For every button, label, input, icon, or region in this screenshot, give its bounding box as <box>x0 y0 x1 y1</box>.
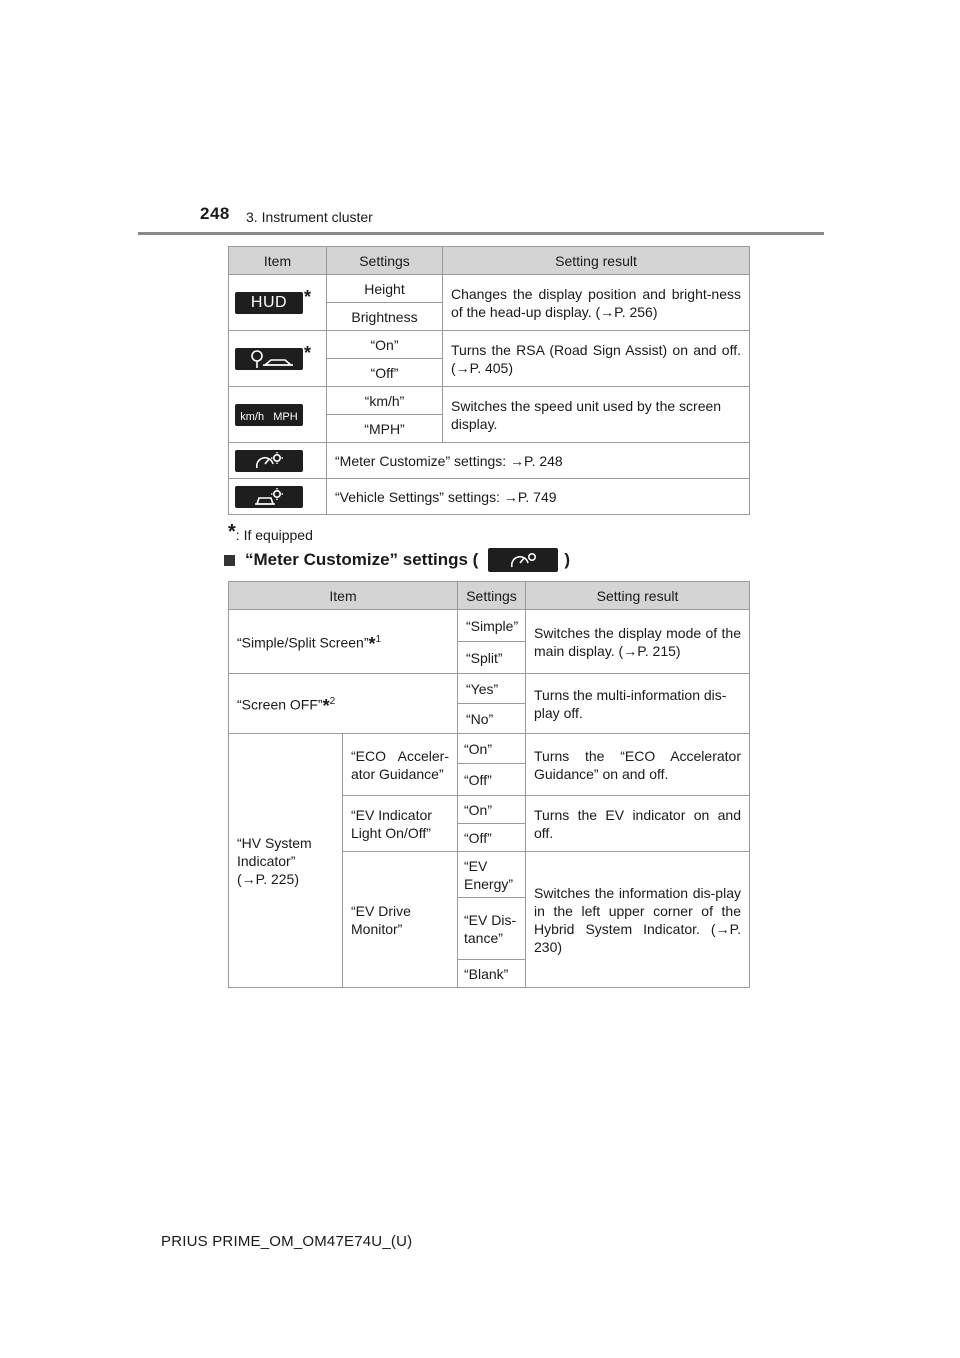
setting-cell: “km/h” <box>327 387 443 415</box>
setting-cell: Height <box>327 275 443 303</box>
document-footer: PRIUS PRIME_OM_OM47E74U_(U) <box>161 1233 413 1250</box>
item-cell: “HV System Indicator” (→P. 225) <box>229 734 343 988</box>
table-header-row <box>229 247 750 275</box>
setting-cell: “Blank” <box>458 960 526 988</box>
item-cell <box>229 443 327 479</box>
setting-cell: “MPH” <box>327 415 443 443</box>
item-cell <box>229 387 327 443</box>
setting-cell: “Off” <box>458 764 526 796</box>
item-cell: “Screen OFF”*$^2$ <box>229 674 458 734</box>
setting-cell: “On” <box>458 796 526 824</box>
setting-cell: “Simple” <box>458 610 526 642</box>
speed-unit-icon: km/h MPH <box>235 404 303 426</box>
hud-icon: HUD <box>235 292 303 314</box>
table-row <box>229 674 750 704</box>
meter-customize-icon <box>488 548 558 572</box>
sub-item-cell: “ECO Acceler-ator Guidance” <box>343 734 458 796</box>
result-cell: Switches the information dis-play in the left upper corner of the Hybrid System Indicator. (→P. 230) <box>526 852 750 988</box>
vehicle-settings-icon <box>235 486 303 508</box>
table-row <box>229 610 750 642</box>
setting-cell: “EV Energy” <box>458 852 526 898</box>
meter-customize-table <box>228 581 750 988</box>
item-cell <box>229 275 327 331</box>
table-row <box>229 275 750 303</box>
road-sign-assist-icon <box>235 348 303 370</box>
table-row <box>229 443 750 479</box>
footnote: *: If equipped <box>228 521 313 543</box>
setting-cell: “Off” <box>458 824 526 852</box>
meter-customize-icon <box>235 450 303 472</box>
setting-cell: “EV Dis-tance” <box>458 898 526 960</box>
setting-cell: “Yes” <box>458 674 526 704</box>
setting-cell: “On” <box>327 331 443 359</box>
square-bullet-icon <box>224 555 235 566</box>
table-row <box>229 734 750 764</box>
page-number: 248 <box>200 204 230 223</box>
item-cell: “Simple/Split Screen”*$^1$ <box>229 610 458 674</box>
result-cell: Turns the “ECO Accelerator Guidance” on and off. <box>526 734 750 796</box>
subheading-close: ) <box>564 550 570 569</box>
setting-cell: Brightness <box>327 303 443 331</box>
setting-cell: “Off” <box>327 359 443 387</box>
table-row <box>229 479 750 515</box>
result-cell: Changes the display position and bright-ness of the head-up display. (→P. 256) <box>443 275 750 331</box>
table-header-row <box>229 582 750 610</box>
table-row <box>229 331 750 359</box>
result-cell: Switches the display mode of the main display. (→P. 215) <box>526 610 750 674</box>
equipped-star: * <box>304 286 312 307</box>
item-cell <box>229 479 327 515</box>
result-cell: Turns the RSA (Road Sign Assist) on and off. (→P. 405) <box>443 331 750 387</box>
subheading-text: “Meter Customize” settings ( <box>245 550 479 569</box>
column-header-item: Item <box>229 582 458 610</box>
sub-item-cell: “EV Indicator Light On/Off” <box>343 796 458 852</box>
column-header-result: Setting result <box>526 582 750 610</box>
setting-cell: “No” <box>458 704 526 734</box>
column-header-result: Setting result <box>443 247 750 275</box>
result-cell: Turns the multi-information dis-play off. <box>526 674 750 734</box>
column-header-item: Item <box>229 247 327 275</box>
subheading <box>224 548 570 572</box>
result-cell: Switches the speed unit used by the screen display. <box>443 387 750 443</box>
setting-cell: “On” <box>458 734 526 764</box>
sub-item-cell: “EV Drive Monitor” <box>343 852 458 988</box>
merged-cell: “Meter Customize” settings: →P. 248 <box>327 443 750 479</box>
result-cell: Turns the EV indicator on and off. <box>526 796 750 852</box>
header-rule <box>138 232 824 235</box>
section-title: 3. Instrument cluster <box>246 209 373 225</box>
column-header-settings: Settings <box>458 582 526 610</box>
setting-cell: “Split” <box>458 642 526 674</box>
column-header-settings: Settings <box>327 247 443 275</box>
settings-table <box>228 246 750 515</box>
merged-cell: “Vehicle Settings” settings: →P. 749 <box>327 479 750 515</box>
equipped-star: * <box>304 342 312 363</box>
item-cell <box>229 331 327 387</box>
table-row <box>229 387 750 415</box>
